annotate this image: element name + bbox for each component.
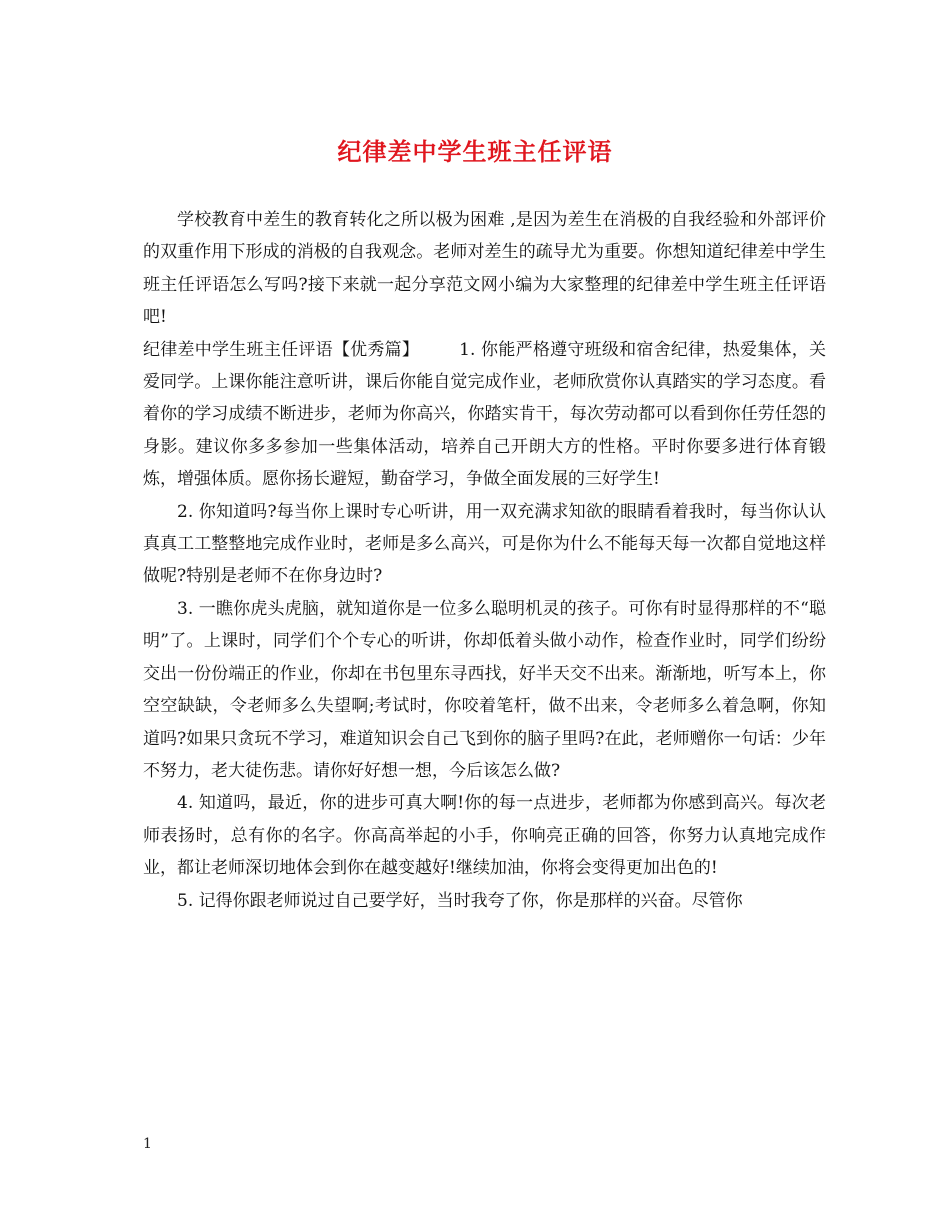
comment-item-1: 1. 你能严格遵守班级和宿舍纪律，热爱集体，关爱同学。上课你能注意听讲，课后你能自觉完成作业，老师欣赏你认真踏实的学习态度。看着你的学习成绩不断进步，老师为你高兴，你踏实肯干，每次劳动都可以看到你任劳任怨的身影。建议你多多参加一些集体活动，培养自己开朗大方的性格。平时你要多进行体育锻炼，增强体质。愿你扬长避短，勤奋学习，争做全面发展的三好学生! [143, 339, 827, 490]
comment-item-2: 2. 你知道吗?每当你上课时专心听讲，用一双充满求知欲的眼睛看着我时，每当你认认真真工工整整地完成作业时，老师是多么高兴，可是你为什么不能每天每一次都自觉地这样做呢?特别是老师不在你身边时? [143, 501, 826, 587]
document-body [143, 204, 826, 917]
comment-item-4: 4. 知道吗，最近，你的进步可真大啊!你的每一点进步，老师都为你感到高兴。每次老师表扬时，总有你的名字。你高高举起的小手，你响亮正确的回答，你努力认真地完成作业，都让老师深切地体会到你在越变越好!继续加油，你将会变得更加出色的! [143, 793, 826, 879]
comment-item-5: 5. 记得你跟老师说过自己要学好，当时我夸了你，你是那样的兴奋。尽管你 [177, 890, 743, 911]
page-title: 纪律差中学生班主任评语 [337, 137, 613, 166]
section-heading: 纪律差中学生班主任评语【优秀篇】 [143, 339, 420, 360]
page-number: 1 [143, 1136, 152, 1152]
comment-item-3: 3. 一瞧你虎头虎脑，就知道你是一位多么聪明机灵的孩子。可你有时显得那样的不“聪明”了。上课时，同学们个个专心的听讲，你却低着头做小动作，检查作业时，同学们纷纷交出一份份端正的作业，你却在书包里东寻西找，好半天交不出来。渐渐地，听写本上，你空空缺缺，令老师多么失望啊;考试时，你咬着笔杆，做不出来，令老师多么着急啊，你知道吗?如果只贪玩不学习，难道知识会自己飞到你的脑子里吗?在此，老师赠你一句话：少年不努力，老大徒伤悲。请你好好想一想，今后该怎么做? [143, 598, 826, 781]
section-paragraph [143, 334, 826, 496]
intro-paragraph: 学校教育中差生的教育转化之所以极为困难 ,是因为差生在消极的自我经验和外部评价的双重作用下形成的消极的自我观念。老师对差生的疏导尤为重要。你想知道纪律差中学生班主任评语怎么写吗?接下来就一起分享范文网小编为大家整理的纪律差中学生班主任评语吧! [143, 210, 826, 328]
